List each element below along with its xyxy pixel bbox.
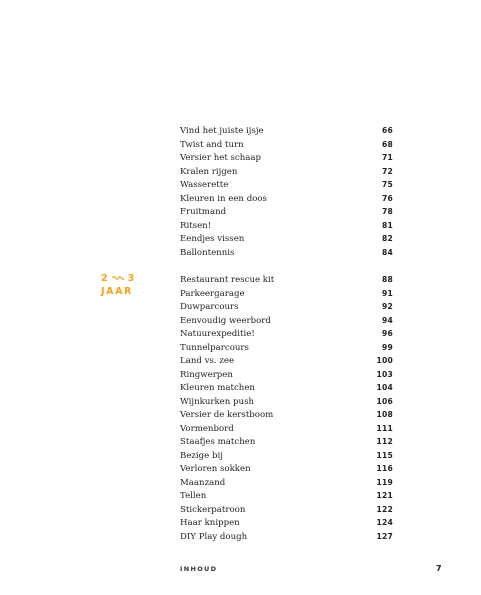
toc-entry-title: Eenvoudig weerbord (180, 315, 271, 326)
toc-entry-title: Haar knippen (180, 518, 240, 528)
toc-entry-title: Twist and turn (180, 139, 244, 150)
toc-entry[interactable] (180, 422, 393, 436)
toc-entry-title: Kleuren matchen (180, 383, 255, 393)
toc-entry-page: 96 (382, 329, 393, 338)
toc-entry[interactable] (180, 287, 393, 301)
toc-entry-title: Natuurexpeditie! (180, 329, 255, 339)
toc-entry-title: Ringwerpen (180, 369, 233, 380)
toc-entry-title: Bezige bij (180, 450, 223, 461)
toc-entry-page: 112 (376, 437, 393, 446)
toc-entry-page: 108 (376, 410, 393, 419)
toc-entry[interactable] (180, 192, 393, 206)
toc-entry-page: 75 (382, 180, 393, 189)
toc-section-1 (180, 124, 393, 259)
toc-entry[interactable] (180, 476, 393, 490)
wave-dash-icon (112, 272, 124, 285)
age-from: 2 (101, 273, 108, 284)
age-to: 3 (127, 273, 135, 284)
toc-entry-page: 127 (376, 531, 393, 541)
toc-entry[interactable] (180, 435, 393, 449)
toc-entry-page: 82 (382, 234, 393, 243)
toc-section-2 (180, 273, 393, 543)
toc-entry[interactable] (180, 354, 393, 368)
toc-entry-title: Restaurant rescue kit (180, 275, 275, 285)
toc-entry-title: Kralen rijgen (180, 166, 238, 177)
toc-entry[interactable] (180, 516, 393, 530)
age-unit: JAAR (101, 286, 133, 297)
toc-entry[interactable] (180, 219, 393, 233)
toc-entry-title: Duwparcours (180, 302, 239, 312)
toc-entry-page: 92 (382, 302, 393, 311)
toc-entry-title: Wasserette (180, 180, 229, 190)
toc-entry-title: Maanzand (180, 477, 226, 488)
toc-entry-title: Land vs. zee (180, 356, 235, 366)
toc-entry-title: Verloren sokken (180, 464, 251, 474)
toc-entry[interactable] (180, 232, 393, 246)
toc-entry-title: Fruitmand (180, 207, 227, 217)
toc-entry-title: Kleuren in een doos (180, 193, 267, 204)
toc-entry[interactable] (180, 381, 393, 395)
toc-entry-page: 68 (382, 139, 393, 149)
toc-entry[interactable] (180, 246, 393, 260)
toc-entry-page: 81 (382, 220, 393, 230)
footer-section-label: INHOUD (180, 565, 218, 573)
toc-entry-title: Wijnkurken push (180, 396, 255, 407)
toc-entry-page: 91 (382, 288, 393, 298)
toc-entry-page: 76 (382, 193, 393, 203)
toc-entry[interactable] (180, 449, 393, 463)
toc-entry[interactable] (180, 408, 393, 422)
toc-entry-page: 88 (382, 275, 393, 284)
toc-entry[interactable] (180, 138, 393, 152)
toc-entry-page: 94 (382, 315, 393, 325)
toc-entry-page: 71 (382, 153, 393, 162)
toc-entry[interactable] (180, 314, 393, 328)
toc-entry[interactable] (180, 489, 393, 503)
toc-entry-page: 78 (382, 207, 393, 216)
toc-entry-title: Vind het juiste ijsje (180, 126, 264, 136)
toc-entry-page: 121 (376, 491, 393, 500)
age-range-label (101, 272, 141, 298)
toc-entry[interactable] (180, 341, 393, 355)
age-range (101, 272, 141, 285)
toc-entry-title: Tellen (180, 491, 207, 501)
toc-entry-page: 103 (376, 369, 393, 379)
toc-entry-page: 115 (376, 450, 393, 460)
toc-entry[interactable] (180, 151, 393, 165)
toc-entry-title: Versier het schaap (180, 153, 262, 163)
toc-entry-title: DIY Play dough (180, 531, 248, 542)
toc-entry-title: Eendjes vissen (180, 234, 245, 244)
toc-entry[interactable] (180, 165, 393, 179)
toc-entry-page: 104 (376, 383, 393, 392)
toc-entry[interactable] (180, 503, 393, 517)
toc-entry-page: 84 (382, 247, 393, 257)
toc-entry-title: Vormenbord (180, 423, 234, 434)
toc-entry-page: 119 (376, 477, 393, 487)
toc-entry-title: Versier de kerstboom (180, 410, 274, 420)
toc-entry-page: 66 (382, 126, 393, 135)
toc-entry-title: Stickerpatroon (180, 504, 246, 515)
toc-entry-page: 106 (376, 396, 393, 406)
toc-entry-title: Parkeergarage (180, 288, 245, 299)
toc-entry[interactable] (180, 530, 393, 544)
toc-entry-page: 72 (382, 166, 393, 176)
toc-entry-page: 99 (382, 342, 393, 352)
toc-entry-title: Tunnelparcours (180, 342, 249, 353)
toc-entry[interactable] (180, 124, 393, 138)
toc-entry[interactable] (180, 368, 393, 382)
toc-entry[interactable] (180, 178, 393, 192)
toc-entry-page: 100 (376, 356, 393, 365)
toc-entry-page: 124 (376, 518, 393, 527)
toc-entry[interactable] (180, 205, 393, 219)
footer-page-number: 7 (436, 564, 442, 573)
toc-entry[interactable] (180, 462, 393, 476)
toc-entry-page: 111 (376, 423, 393, 433)
toc-entry-title: Ritsen! (180, 220, 212, 231)
toc-entry[interactable] (180, 327, 393, 341)
toc-entry-page: 122 (376, 504, 393, 514)
toc-entry[interactable] (180, 300, 393, 314)
toc-entry[interactable] (180, 273, 393, 287)
toc-entry-page: 116 (376, 464, 393, 473)
toc-entry-title: Ballontennis (180, 247, 235, 258)
toc-entry-title: Staafjes matchen (180, 437, 256, 447)
toc-entry[interactable] (180, 395, 393, 409)
